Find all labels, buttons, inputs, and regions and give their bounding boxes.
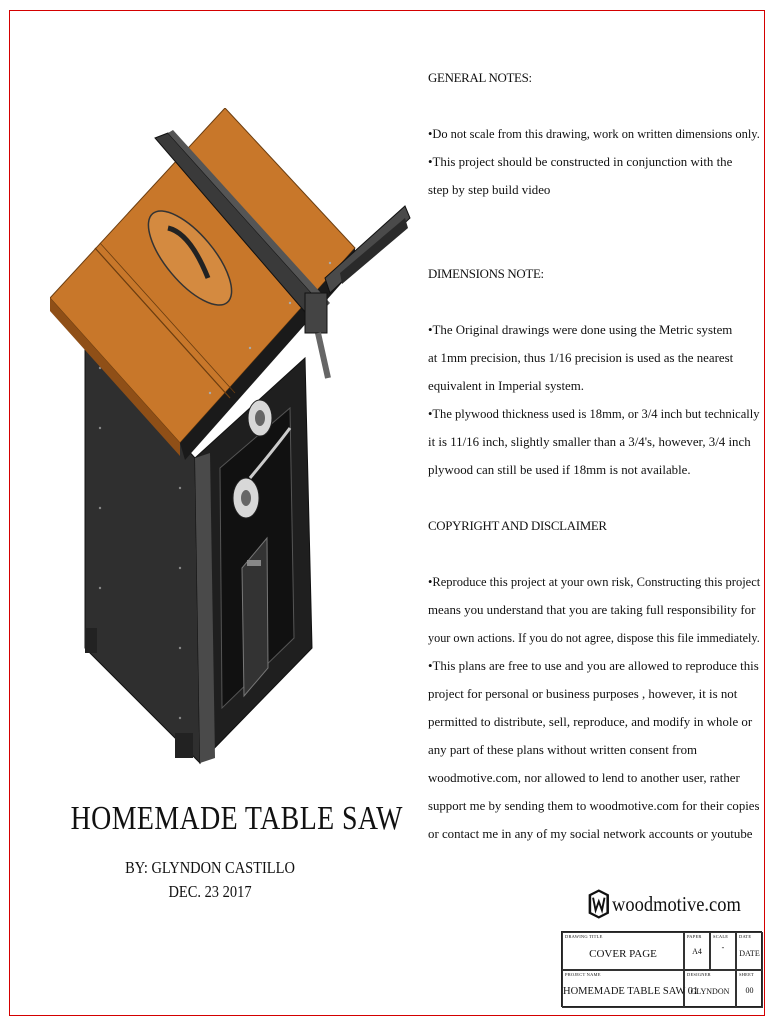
note-line: •This plans are free to use and you are allowed to reproduce this	[428, 658, 759, 673]
copyright-heading: COPYRIGHT AND DISCLAIMER	[428, 518, 607, 533]
scale-cell	[710, 932, 736, 970]
drawing-title-block	[561, 931, 762, 1007]
date-label: DATE	[739, 934, 752, 939]
note-line: •This project should be constructed in conjunction with the	[428, 154, 733, 169]
woodmotive-logo-icon	[588, 880, 610, 928]
sheet-cell	[736, 970, 763, 1008]
drawing-title-label: DRAWING TITLE	[565, 934, 603, 939]
cover-title-block	[40, 800, 403, 904]
cabinet-foot	[175, 733, 193, 758]
project-title: HOMEMADE TABLE SAW	[70, 800, 403, 837]
note-line: •Do not scale from this drawing, work on written dimensions only.	[428, 126, 760, 141]
fence-clamp	[305, 293, 327, 333]
table-saw-illustration	[50, 108, 420, 768]
project-name-label: PROJECT NAME	[565, 972, 601, 977]
note-line: woodmotive.com, nor allowed to lend to another user, rather	[428, 770, 740, 785]
logo-text: woodmotive.com	[611, 891, 741, 916]
project-name-value: HOMEMADE TABLE SAW 01	[563, 986, 699, 997]
sheet-value: 00	[745, 986, 754, 995]
note-line: at 1mm precision, thus 1/16 precision is used as the nearest	[428, 350, 734, 365]
access-handle	[247, 560, 261, 566]
note-line: •Reproduce this project at your own risk, Constructing this project	[428, 574, 761, 589]
fence-handle	[318, 333, 328, 378]
paper-label: PAPER	[687, 934, 702, 939]
date-cell	[736, 932, 763, 970]
note-line: your own actions. If you do not agree, dispose this file immediately.	[428, 630, 760, 645]
notes-column	[428, 64, 763, 848]
note-line: project for personal or business purposes , however, it is not	[428, 686, 738, 701]
note-line: it is 11/16 inch, slightly smaller than a 3/4's, however, 3/4 inch	[428, 434, 751, 449]
scale-label: SCALE	[713, 934, 729, 939]
note-line: permitted to distribute, sell, reproduce, and modify in whole or	[428, 714, 753, 729]
scale-value: -	[721, 943, 725, 952]
paper-value: A4	[692, 947, 702, 956]
cabinet-foot	[85, 628, 97, 653]
publish-date: DEC. 23 2017	[168, 882, 252, 901]
note-line: •The Original drawings were done using the Metric system	[428, 322, 733, 337]
note-line: any part of these plans without written consent from	[428, 742, 698, 757]
note-line: or contact me in any of my social network accounts or youtube	[428, 826, 753, 841]
sheet-label: SHEET	[739, 972, 754, 977]
note-line: •The plywood thickness used is 18mm, or 3/4 inch but technically	[428, 406, 760, 421]
designer-value: GLYNDON	[690, 987, 730, 996]
note-line: means you understand that you are taking full responsibility for	[428, 602, 756, 617]
paper-cell	[684, 932, 710, 970]
woodmotive-logo	[588, 876, 758, 932]
note-line: step by step build video	[428, 182, 551, 197]
note-line: support me by sending them to woodmotive.com for their copies	[428, 798, 760, 813]
note-line: plywood can still be used if 18mm is not available.	[428, 462, 691, 477]
note-line: equivalent in Imperial system.	[428, 378, 584, 393]
general-notes-heading: GENERAL NOTES:	[428, 70, 532, 85]
drawing-title-value: COVER PAGE	[589, 948, 657, 960]
dimensions-note-heading: DIMENSIONS NOTE:	[428, 266, 544, 281]
designer-cell	[684, 970, 736, 1008]
drawing-title-cell	[562, 932, 684, 970]
author-byline: BY: GLYNDON CASTILLO	[125, 858, 295, 877]
designer-label: DESIGNER	[687, 972, 711, 977]
date-value: DATE	[739, 949, 760, 958]
